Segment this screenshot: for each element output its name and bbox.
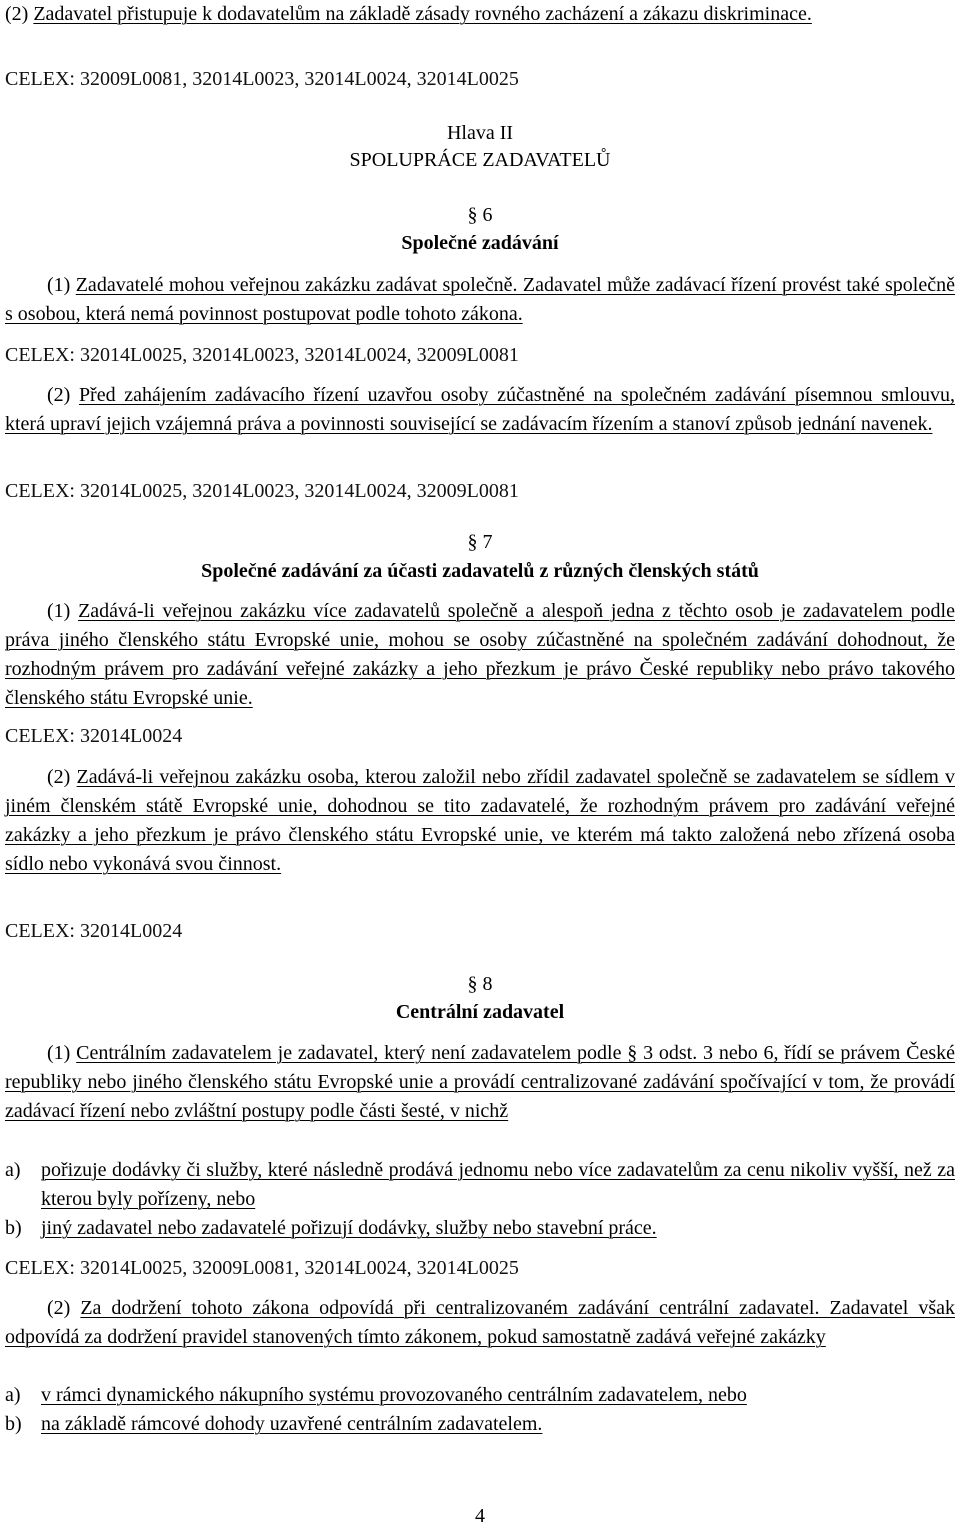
paragraph-number: (1) — [47, 274, 76, 296]
celex-reference: CELEX: 32009L0081, 32014L0023, 32014L0024, 32014L0025 — [5, 68, 519, 90]
list-item-label: b) — [5, 1217, 22, 1239]
paragraph-7-2 — [5, 763, 955, 879]
section-title: Společné zadávání — [401, 232, 559, 254]
list-item-label: a) — [5, 1159, 21, 1181]
paragraph-8-1 — [5, 1039, 955, 1126]
list-item — [5, 1214, 955, 1243]
paragraph-text: Zadává-li veřejnou zakázku osoba, kterou založil nebo zřídil zadavatel společně se zadavatelem se sídlem v jiném členském státě Evropské unie, dohodnou se tito zadavatelé, že rozhodným právem pro zadávání veřejné zakázky a jeho přezkum je právo členského státu Evropské unie, ve kterém má takto založená nebo zřízená osoba sídlo nebo vykonává svou činnost. — [5, 766, 955, 875]
paragraph-6-1 — [5, 271, 955, 329]
paragraph-text: Zadává-li veřejnou zakázku více zadavatelů společně a alespoň jedna z těchto osob je zadavatelem podle práva jiného členského státu Evropské unie, mohou se osoby zúčastněné na společném zadávání dohodnout, že rozhodným právem pro zadávání veřejné zakázky a jeho přezkum je právo České republiky nebo právo takového členského státu Evropské unie. — [5, 600, 955, 709]
paragraph-text: Zadavatel přistupuje k dodavatelům na základě zásady rovného zacházení a zákazu diskriminace. — [33, 3, 812, 25]
section-number: § 6 — [467, 204, 493, 226]
paragraph-number: (2) — [47, 384, 79, 406]
section-title: Centrální zadavatel — [395, 1001, 565, 1023]
celex-reference: CELEX: 32014L0024 — [5, 725, 183, 747]
paragraph-8-2 — [5, 1294, 955, 1352]
celex-reference: CELEX: 32014L0024 — [5, 920, 183, 942]
section-number: § 8 — [467, 973, 493, 995]
section-title: Společné zadávání za účasti zadavatelů z různých členských států — [201, 560, 759, 582]
paragraph-number: (1) — [47, 600, 79, 622]
celex-reference: CELEX: 32014L0025, 32014L0023, 32014L0024, 32009L0081 — [5, 480, 519, 502]
list-item — [5, 1156, 955, 1214]
paragraph-number: (2) — [5, 3, 34, 25]
list-item-text: na základě rámcové dohody uzavřené centrálním zadavatelem. — [41, 1413, 543, 1435]
paragraph-text: Za dodržení tohoto zákona odpovídá při centralizovaném zadávání centrální zadavatel. Zadavatel však odpovídá za dodržení pravidel stanovených tímto zákonem, pokud samostatně zadává veřejné zakázky — [5, 1297, 955, 1348]
list-item — [5, 1381, 955, 1410]
list-item-text: pořizuje dodávky či služby, které následně prodává jednomu nebo více zadavatelům za cenu nikoliv vyšší, než za kterou byly pořízeny, nebo — [41, 1159, 955, 1210]
hlava-label: Hlava II — [446, 122, 514, 144]
paragraph-text: Zadavatelé mohou veřejnou zakázku zadávat společně. Zadavatel může zadávací řízení provést také společně s osobou, která nemá povinnost postupovat podle tohoto zákona. — [5, 274, 955, 325]
paragraph-top — [5, 0, 955, 29]
celex-reference: CELEX: 32014L0025, 32014L0023, 32014L0024, 32009L0081 — [5, 344, 519, 366]
list-item-text: jiný zadavatel nebo zadavatelé pořizují dodávky, služby nebo stavební práce. — [41, 1217, 657, 1239]
page-number: 4 — [475, 1505, 485, 1527]
paragraph-number: (1) — [47, 1042, 77, 1064]
paragraph-6-2 — [5, 381, 955, 439]
hlava-title: SPOLUPRÁCE ZADAVATELŮ — [349, 149, 611, 171]
paragraph-number: (2) — [47, 766, 77, 788]
paragraph-number: (2) — [47, 1297, 81, 1319]
paragraph-text: Před zahájením zadávacího řízení uzavřou osoby zúčastněné na společném zadávání písemnou smlouvu, která upraví jejich vzájemná práva a povinnosti související se zadávacím řízením a stanoví způsob jednání navenek. — [5, 384, 955, 435]
list-item-text: v rámci dynamického nákupního systému provozovaného centrálním zadavatelem, nebo — [41, 1384, 747, 1406]
section-number: § 7 — [467, 531, 493, 553]
list-item — [5, 1410, 955, 1439]
list-item-label: a) — [5, 1384, 21, 1406]
celex-reference: CELEX: 32014L0025, 32009L0081, 32014L0024, 32014L0025 — [5, 1257, 519, 1279]
paragraph-text: Centrálním zadavatelem je zadavatel, který není zadavatelem podle § 3 odst. 3 nebo 6, řídí se právem České republiky nebo jiného členského státu Evropské unie a provádí centralizované zadávání spočívající v tom, že provádí zadávací řízení nebo zvláštní postupy podle části šesté, v nichž — [5, 1042, 955, 1122]
paragraph-7-1 — [5, 597, 955, 713]
list-item-label: b) — [5, 1413, 22, 1435]
